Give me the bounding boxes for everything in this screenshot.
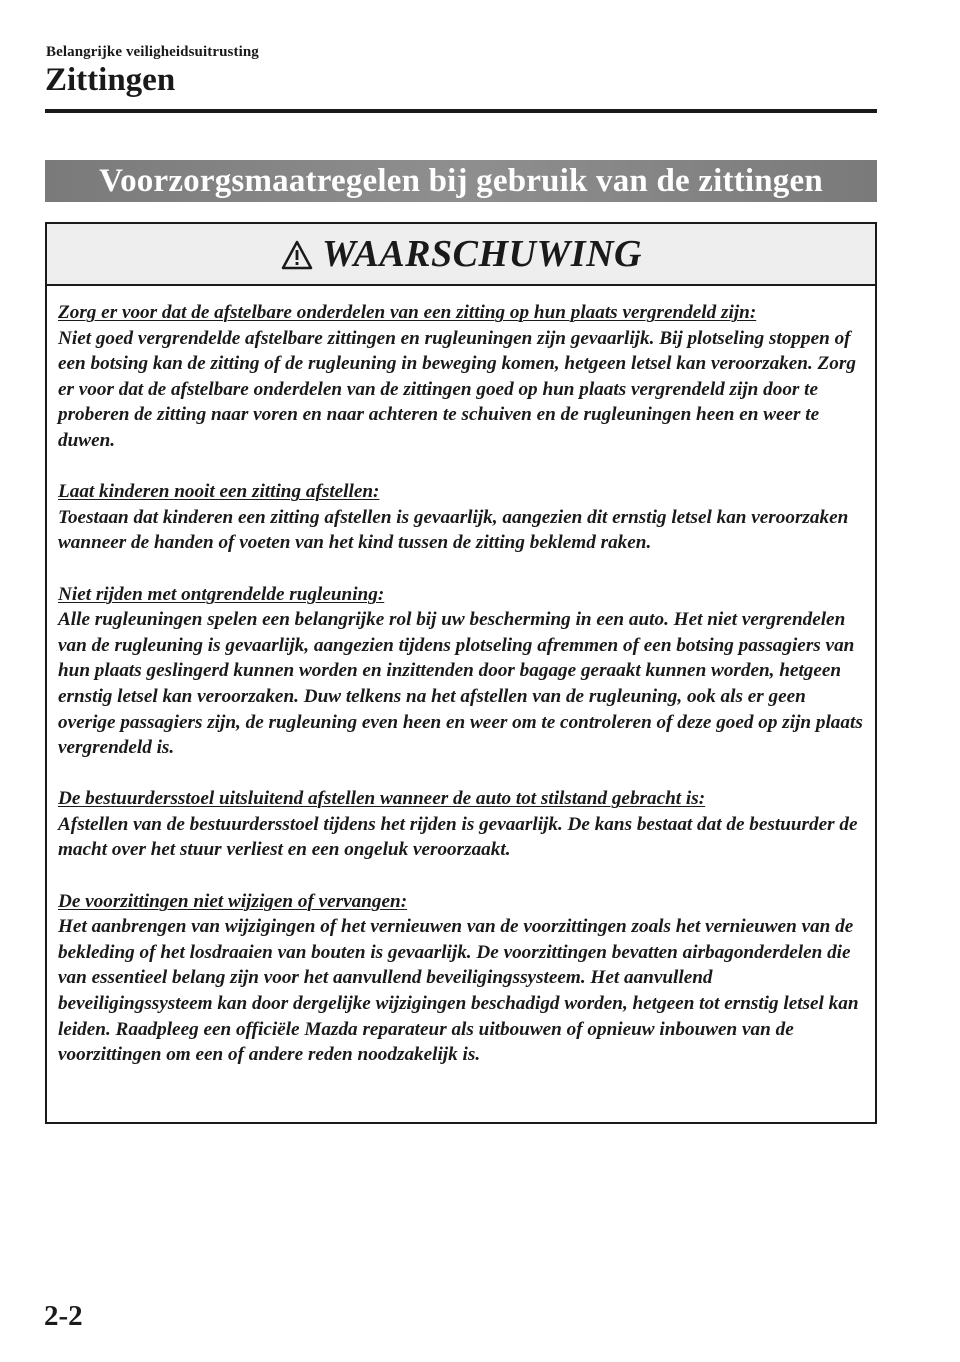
warning-item-text: Toestaan dat kinderen een zitting afstellen is gevaarlijk, aangezien dit ernstig letsel kan veroorzaken wanneer de handen of voeten van het kind tussen de zitting beklemd raken. bbox=[58, 506, 849, 554]
header-divider bbox=[45, 109, 877, 113]
warning-item-text: Afstellen van de bestuurdersstoel tijdens het rijden is gevaarlijk. De kans bestaat dat de bestuurder de macht over het stuur verliest en een ongeluk veroorzaakt. bbox=[58, 813, 858, 861]
warning-item-heading: De voorzittingen niet wijzigen of vervangen: bbox=[58, 890, 408, 912]
page-number: 2-2 bbox=[44, 1300, 83, 1332]
warning-item-text: Alle rugleuningen spelen een belangrijke rol bij uw bescherming in een auto. Het niet vergrendelen van de rugleuning is gevaarlijk, aangezien tijdens plotseling afremmen of een botsing passagiers van hun plaats geslingerd kunnen worden en inzittenden door bagage geraakt kunnen worden, hetgeen ernstig letsel kan veroorzaken. Duw telkens na het afstellen van de rugleuning, ook als er geen overige passagiers zijn, de rugleuning even heen en weer om te controleren of deze goed op zijn plaats vergrendeld is. bbox=[58, 609, 863, 759]
warning-item bbox=[58, 889, 865, 1068]
warning-body bbox=[47, 286, 875, 1068]
warning-box bbox=[45, 222, 877, 1124]
section-category: Belangrijke veiligheidsuitrusting bbox=[46, 44, 259, 60]
section-banner-title: Voorzorgsmaatregelen bij gebruik van de zittingen bbox=[45, 160, 877, 202]
warning-item bbox=[58, 300, 865, 454]
page-title: Zittingen bbox=[45, 62, 176, 98]
warning-triangle-icon bbox=[280, 239, 314, 271]
warning-header bbox=[47, 224, 875, 286]
warning-item bbox=[58, 479, 865, 556]
warning-title: WAARSCHUWING bbox=[322, 233, 642, 275]
warning-item-heading: Zorg er voor dat de afstelbare onderdelen van een zitting op hun plaats vergrendeld zijn: bbox=[58, 302, 757, 323]
warning-item-heading: Niet rijden met ontgrendelde rugleuning: bbox=[58, 583, 385, 605]
warning-item-heading: De bestuurdersstoel uitsluitend afstellen wanneer de auto tot stilstand gebracht is: bbox=[58, 788, 706, 810]
warning-item bbox=[58, 786, 865, 863]
warning-item-text: Niet goed vergrendelde afstelbare zittingen en rugleuningen zijn gevaarlijk. Bij plotseling stoppen of een botsing kan de zitting of de rugleuning in beweging komen, hetgeen letsel kan veroorzaken. Zorg er voor dat de afstelbare onderdelen van de zittingen goed op hun plaats vergrendeld zijn door te proberen de zitting naar voren en naar achteren te schuiven en de rugleuningen heen en weer te duwen. bbox=[58, 327, 856, 451]
warning-item-heading: Laat kinderen nooit een zitting afstellen: bbox=[58, 481, 380, 503]
warning-item bbox=[58, 582, 865, 761]
warning-item-text: Het aanbrengen van wijzigingen of het vernieuwen van de voorzittingen zoals het vernieuwen van de bekleding of het losdraaien van bouten is gevaarlijk. De voorzittingen bevatten airbagonderdelen die van essentieel belang zijn voor het aanvullend beveiligingssysteem. Het aanvullend beveiligingssysteem kan door dergelijke wijzigingen beschadigd worden, hetgeen tot ernstig letsel kan leiden. Raadpleeg een officiële Mazda reparateur als uitbouwen of opnieuw inbouwen van de voorzittingen om een of andere reden noodzakelijk is. bbox=[58, 916, 859, 1066]
